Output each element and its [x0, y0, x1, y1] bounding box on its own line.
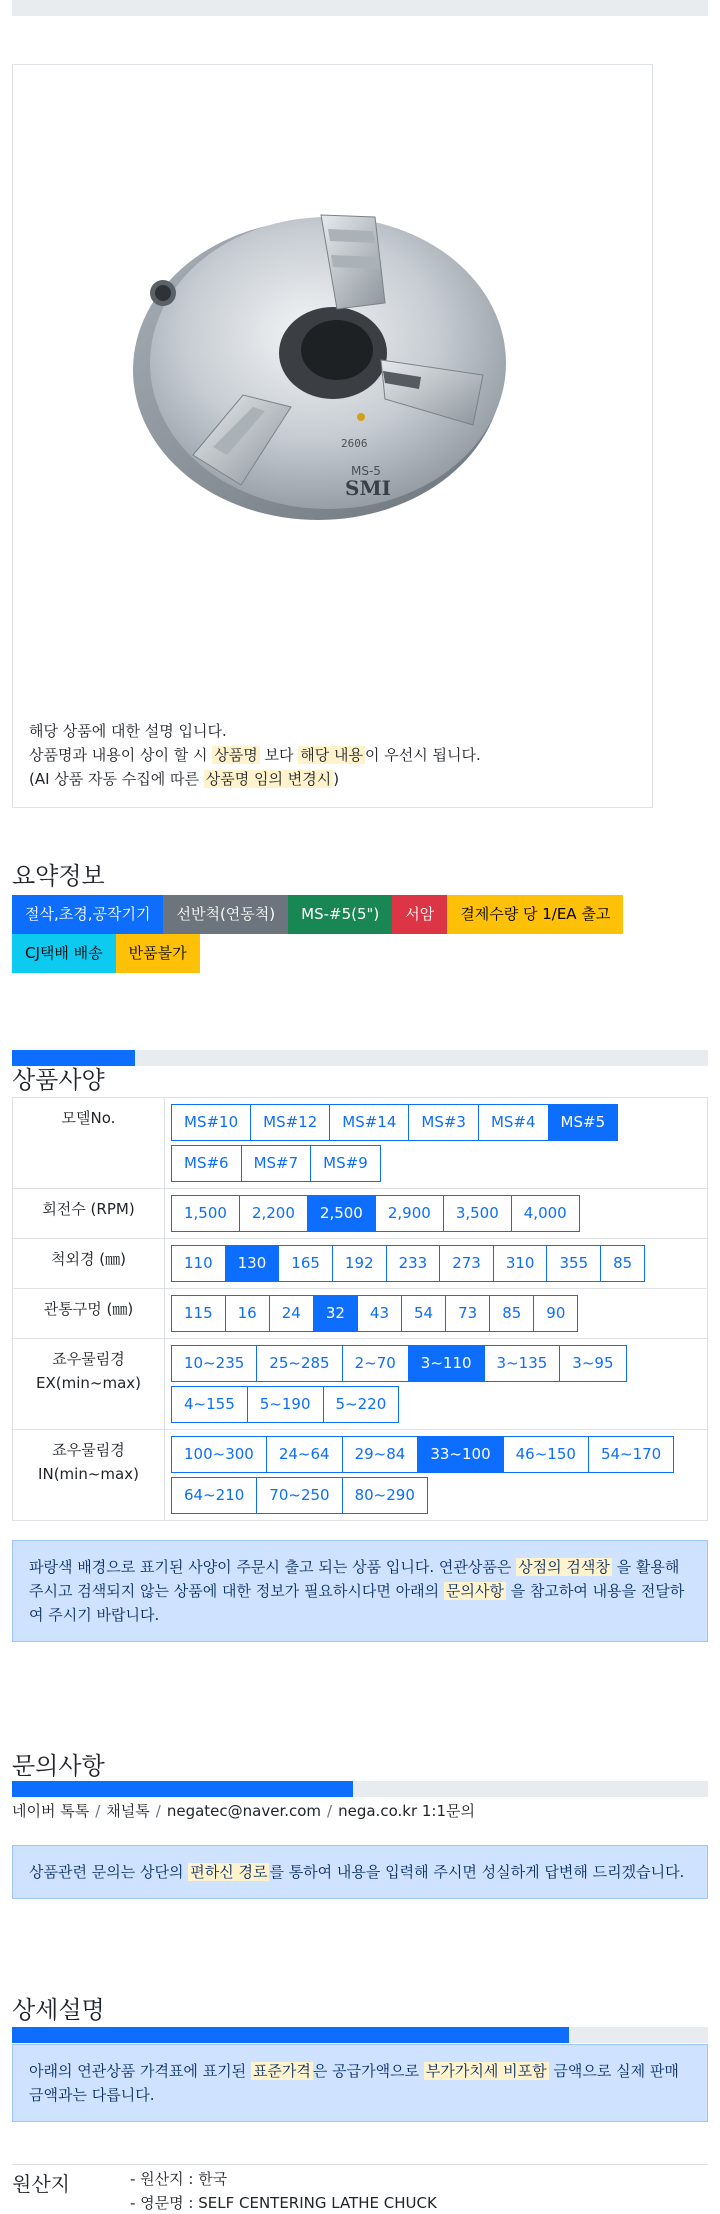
- summary-badge: 반품불가: [116, 934, 200, 973]
- spec-row: [13, 1098, 708, 1189]
- spec-option-button[interactable]: 130: [225, 1245, 280, 1282]
- link-separator: /: [327, 1802, 333, 1820]
- description-line: [29, 719, 481, 743]
- summary-badge: CJ택배 배송: [12, 934, 116, 973]
- origin-label: 원산지: [12, 2172, 70, 2196]
- spec-option-button[interactable]: 85: [489, 1295, 534, 1332]
- spec-option-button[interactable]: MS#12: [250, 1104, 330, 1141]
- summary-badge: 선반척(연동척): [163, 895, 288, 934]
- spec-option-button[interactable]: 2,200: [239, 1195, 308, 1232]
- spec-option-row: [171, 1193, 703, 1234]
- spec-option-row: [171, 1434, 703, 1475]
- origin-item: - 영문명 : SELF CENTERING LATHE CHUCK: [130, 2194, 437, 2212]
- spec-option-row: [171, 1384, 703, 1425]
- spec-option-button[interactable]: 10~235: [171, 1345, 257, 1382]
- spec-option-button[interactable]: 25~285: [256, 1345, 342, 1382]
- description-text: 해당 상품에 대한 설명 입니다.: [29, 722, 227, 740]
- inquiry-progress-bar: [12, 1781, 708, 1797]
- origin-item: - 원산지 : 한국: [130, 2170, 228, 2188]
- detail-notice: [12, 2044, 708, 2122]
- inquiry-notice-text-1: 상품관련 문의는 상단의: [29, 1863, 189, 1881]
- spec-option-button[interactable]: MS#3: [408, 1104, 479, 1141]
- description-line: [29, 743, 481, 767]
- spec-option-button[interactable]: 273: [439, 1245, 494, 1282]
- spec-option-button[interactable]: 73: [445, 1295, 490, 1332]
- inquiry-notice: [12, 1845, 708, 1899]
- spec-options: [165, 1189, 708, 1239]
- spec-option-button[interactable]: 3,500: [443, 1195, 512, 1232]
- summary-badges: [12, 895, 712, 973]
- spec-option-button[interactable]: 85: [600, 1245, 645, 1282]
- spec-option-button[interactable]: 64~210: [171, 1477, 257, 1514]
- spec-option-button[interactable]: 46~150: [503, 1436, 589, 1473]
- spec-options: [165, 1239, 708, 1289]
- description-text: ): [333, 770, 340, 788]
- spec-table: [12, 1097, 708, 1521]
- detail-notice-text-1: 아래의 연관상품 가격표에 표기된: [29, 2062, 251, 2080]
- spec-option-button[interactable]: 24: [269, 1295, 314, 1332]
- spec-option-button[interactable]: 80~290: [342, 1477, 428, 1514]
- summary-badge: MS-#5(5"): [288, 895, 392, 934]
- spec-row: [13, 1339, 708, 1430]
- spec-option-button[interactable]: 233: [386, 1245, 441, 1282]
- detail-title: 상세설명: [12, 1996, 105, 2024]
- description-highlight: 상품명 임의 변경시: [205, 770, 332, 788]
- spec-label: 관통구멍 (㎜): [13, 1289, 165, 1339]
- spec-title: 상품사양: [12, 1066, 105, 1094]
- spec-option-button[interactable]: 192: [332, 1245, 387, 1282]
- spec-option-button[interactable]: MS#5: [548, 1104, 619, 1141]
- link-separator: /: [155, 1802, 161, 1820]
- spec-options: [165, 1339, 708, 1430]
- spec-option-row: [171, 1475, 703, 1516]
- inquiry-link[interactable]: 채널톡: [106, 1802, 150, 1820]
- spec-option-button[interactable]: MS#7: [241, 1145, 312, 1182]
- spec-option-button[interactable]: 165: [278, 1245, 333, 1282]
- spec-option-button[interactable]: 110: [171, 1245, 226, 1282]
- spec-option-button[interactable]: 70~250: [256, 1477, 342, 1514]
- spec-option-button[interactable]: MS#6: [171, 1145, 242, 1182]
- detail-notice-text-2: 은 공급가액으로: [312, 2062, 424, 2080]
- spec-option-button[interactable]: 2,900: [375, 1195, 444, 1232]
- spec-option-button[interactable]: 310: [493, 1245, 548, 1282]
- product-image-box: [12, 64, 653, 808]
- detail-notice-highlight-vat: 부가가치세 비포함: [425, 2062, 547, 2080]
- spec-option-button[interactable]: 2~70: [342, 1345, 409, 1382]
- spec-option-button[interactable]: 29~84: [342, 1436, 419, 1473]
- detail-progress-bar: [12, 2027, 708, 2043]
- description-highlight: 상품명: [214, 746, 258, 764]
- spec-option-button[interactable]: 1,500: [171, 1195, 240, 1232]
- spec-option-row: [171, 1243, 703, 1284]
- spec-notice-text-3: 을 참고하여 내용을 전달하여 주시기 바랍니다.: [29, 1582, 685, 1624]
- spec-option-button[interactable]: 3~135: [484, 1345, 561, 1382]
- spec-option-button[interactable]: 54: [401, 1295, 446, 1332]
- detail-notice-text-3: 금액으로 실제 판매금액과는 다릅니다.: [29, 2062, 679, 2104]
- spec-option-button[interactable]: 5~190: [247, 1386, 324, 1423]
- spec-option-button[interactable]: 4~155: [171, 1386, 248, 1423]
- spec-option-button[interactable]: 115: [171, 1295, 226, 1332]
- detail-progress-fill: [12, 2027, 569, 2043]
- spec-notice-text-2: 을 활용해 주시고 검색되지 않는 상품에 대한 정보가 필요하시다면 아래의: [29, 1558, 680, 1600]
- spec-label: 척외경 (㎜): [13, 1239, 165, 1289]
- description-line: [29, 767, 481, 791]
- svg-text:2606: 2606: [341, 437, 368, 450]
- inquiry-links: [12, 1800, 475, 1821]
- origin-list: [130, 2167, 437, 2214]
- spec-notice-text-1: 파랑색 배경으로 표기된 사양이 주문시 출고 되는 상품 입니다. 연관상품은: [29, 1558, 517, 1576]
- spec-label: 회전수 (RPM): [13, 1189, 165, 1239]
- spec-option-button[interactable]: 90: [533, 1295, 578, 1332]
- spec-option-button[interactable]: MS#4: [478, 1104, 549, 1141]
- spec-option-row: [171, 1102, 703, 1143]
- spec-option-button[interactable]: 5~220: [323, 1386, 400, 1423]
- description-text: (AI 상품 자동 수집에 따른: [29, 770, 204, 788]
- link-separator: /: [95, 1802, 101, 1820]
- spec-option-button[interactable]: 43: [357, 1295, 402, 1332]
- summary-title: 요약정보: [12, 862, 105, 890]
- spec-option-button[interactable]: MS#9: [310, 1145, 381, 1182]
- spec-row: [13, 1189, 708, 1239]
- inquiry-title: 문의사항: [12, 1752, 105, 1780]
- spec-option-button[interactable]: 54~170: [588, 1436, 674, 1473]
- inquiry-progress-fill: [12, 1781, 353, 1797]
- top-progress-bar: [12, 0, 708, 16]
- spec-option-row: [171, 1143, 703, 1184]
- spec-notice-highlight-search: 상점의 검색창: [518, 1558, 610, 1576]
- spec-option-button[interactable]: 24~64: [266, 1436, 343, 1473]
- inquiry-notice-highlight: 편하신 경로: [190, 1863, 268, 1881]
- detail-notice-highlight-price: 표준가격: [252, 2062, 311, 2080]
- spec-options: [165, 1098, 708, 1189]
- svg-text:MS-5: MS-5: [351, 464, 381, 478]
- description-text: 상품명과 내용이 상이 할 시: [29, 746, 213, 764]
- inquiry-notice-text-2: 를 통하여 내용을 입력해 주시면 성실하게 답변해 드리겠습니다.: [269, 1863, 685, 1881]
- spec-notice-highlight-inquiry: 문의사항: [445, 1582, 504, 1600]
- spec-label: 죠우물림경 IN(min~max): [13, 1430, 165, 1521]
- spec-options: [165, 1430, 708, 1521]
- spec-row: [13, 1430, 708, 1521]
- description-highlight: 해당 내용: [300, 746, 363, 764]
- summary-badge: 서암: [392, 895, 447, 934]
- inquiry-link[interactable]: 네이버 톡톡: [12, 1802, 90, 1820]
- spec-option-button[interactable]: 33~100: [417, 1436, 503, 1473]
- spec-option-button[interactable]: 355: [546, 1245, 601, 1282]
- spec-notice: [12, 1540, 708, 1642]
- spec-label: 모델No.: [13, 1098, 165, 1189]
- spec-option-button[interactable]: 16: [225, 1295, 270, 1332]
- spec-option-button[interactable]: MS#14: [329, 1104, 409, 1141]
- inquiry-link[interactable]: nega.co.kr 1:1문의: [338, 1802, 475, 1820]
- spec-option-button[interactable]: MS#10: [171, 1104, 251, 1141]
- product-description: [29, 719, 481, 791]
- spec-option-button[interactable]: 100~300: [171, 1436, 267, 1473]
- spec-options: [165, 1289, 708, 1339]
- spec-option-button[interactable]: 4,000: [511, 1195, 580, 1232]
- spec-option-row: [171, 1293, 703, 1334]
- origin-divider: [12, 2164, 708, 2165]
- spec-option-button[interactable]: 3~110: [408, 1345, 485, 1382]
- summary-badge: 절삭,초경,공작기기: [12, 895, 163, 934]
- summary-badge: 결제수량 당 1/EA 출고: [447, 895, 623, 934]
- spec-row: [13, 1239, 708, 1289]
- svg-text:SMI: SMI: [345, 476, 391, 500]
- lathe-chuck-image: [123, 185, 523, 525]
- spec-row: [13, 1289, 708, 1339]
- spec-label: 죠우물림경 EX(min~max): [13, 1339, 165, 1430]
- description-text: 보다: [259, 746, 299, 764]
- spec-option-button[interactable]: 3~95: [559, 1345, 626, 1382]
- inquiry-link[interactable]: negatec@naver.com: [166, 1802, 322, 1820]
- spec-option-button[interactable]: 32: [313, 1295, 358, 1332]
- spec-progress-bar: [12, 1050, 708, 1066]
- description-text: 이 우선시 됩니다.: [364, 746, 481, 764]
- spec-option-button[interactable]: 2,500: [307, 1195, 376, 1232]
- spec-option-row: [171, 1343, 703, 1384]
